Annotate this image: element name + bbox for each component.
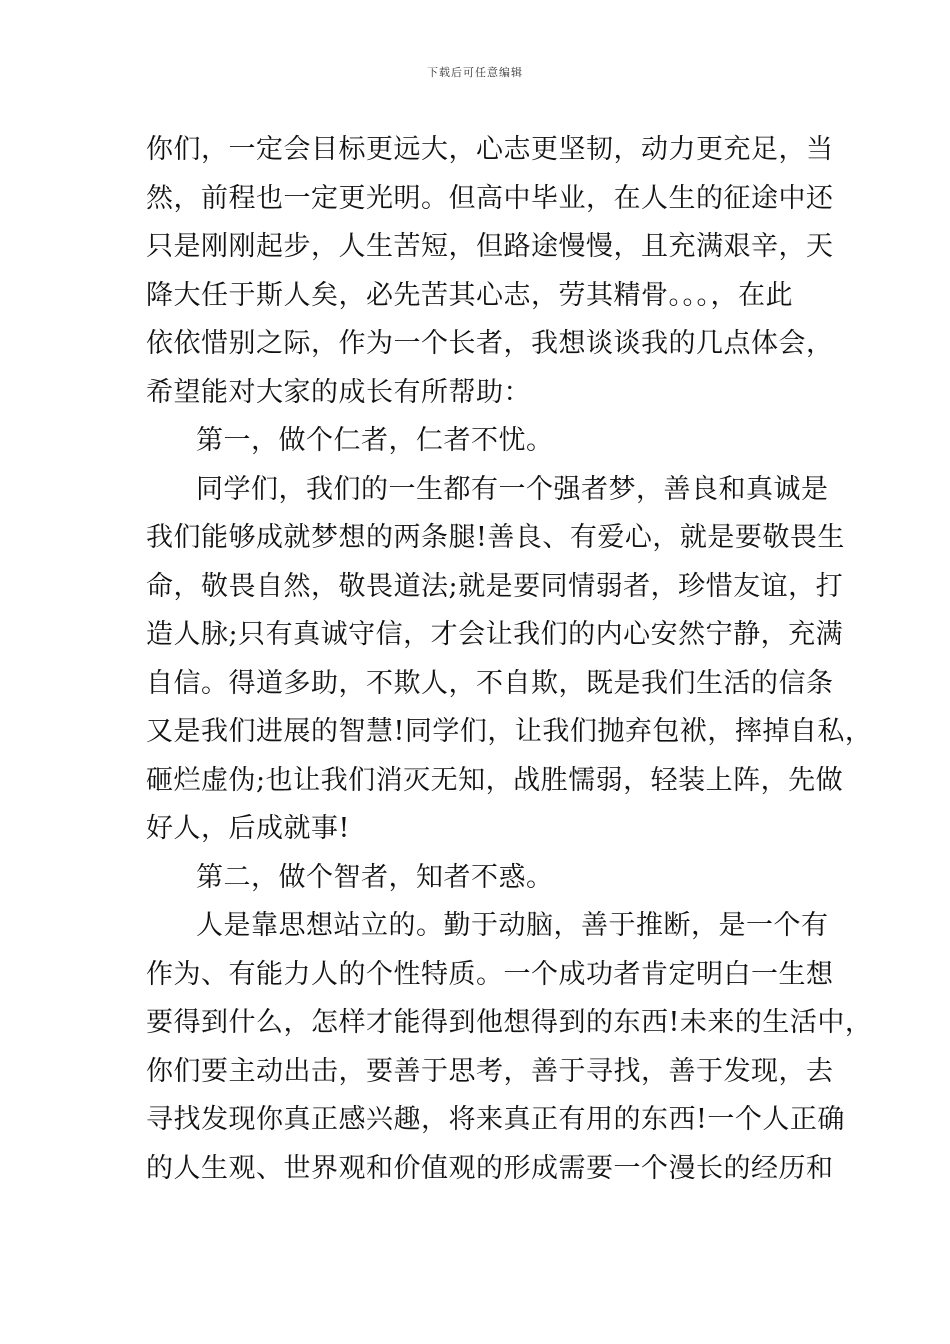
text-line: 要得到什么，怎样才能得到他想得到的东西!未来的生活中， [146,1007,873,1038]
text-line: 好人，后成就事! [146,813,350,844]
text-line: 只是刚刚起步，人生苦短，但路途慢慢，且充满艰辛，天 [146,231,834,262]
text-line: 命，敬畏自然，敬畏道法;就是要同情弱者，珍惜友谊，打 [146,570,844,602]
document-body [146,126,873,1193]
text-line: 寻找发现你真正感兴趣，将来真正有用的东西!一个人正确 [146,1104,845,1135]
text-line: 砸烂虚伪;也让我们消灭无知，战胜懦弱，轻装上阵，先做 [146,764,844,796]
text-line: 你们要主动出击，要善于思考，善于寻找，善于发现，去 [146,1055,834,1087]
text-line: 降大任于斯人矣，必先苦其心志，劳其精骨。。。，在此 [146,279,793,311]
text-line: 造人脉;只有真诚守信，才会让我们的内心安然宁静，充满 [146,619,844,650]
text-line: 依依惜别之际，作为一个长者，我想谈谈我的几点体会， [146,328,834,359]
text-line: 希望能对大家的成长有所帮助： [146,376,531,408]
text-line: 我们能够成就梦想的两条腿!善良、有爱心，就是要敬畏生 [146,522,845,553]
page-header: 下载后可任意编辑 [427,66,523,79]
text-line: 你们，一定会目标更远大，心志更坚韧，动力更充足，当 [146,134,834,165]
text-line: 又是我们进展的智慧!同学们，让我们抛弃包袱，摔掉自私， [146,716,873,747]
text-line: 然，前程也一定更光明。但高中毕业，在人生的征途中还 [146,182,834,214]
section-heading: 第一，做个仁者，仁者不忧。 [196,425,554,456]
text-line: 自信。得道多助，不欺人，不自欺，既是我们生活的信条 [146,667,834,699]
text-line: 的人生观、世界观和价值观的形成需要一个漫长的经历和 [146,1152,834,1184]
text-line: 作为、有能力人的个性特质。一个成功者肯定明白一生想 [146,958,834,990]
text-line: 同学们，我们的一生都有一个强者梦，善良和真诚是 [196,473,829,505]
text-line: 人是靠思想站立的。勤于动脑，善于推断，是一个有 [196,910,829,941]
section-heading: 第二，做个智者，知者不惑。 [196,861,554,893]
